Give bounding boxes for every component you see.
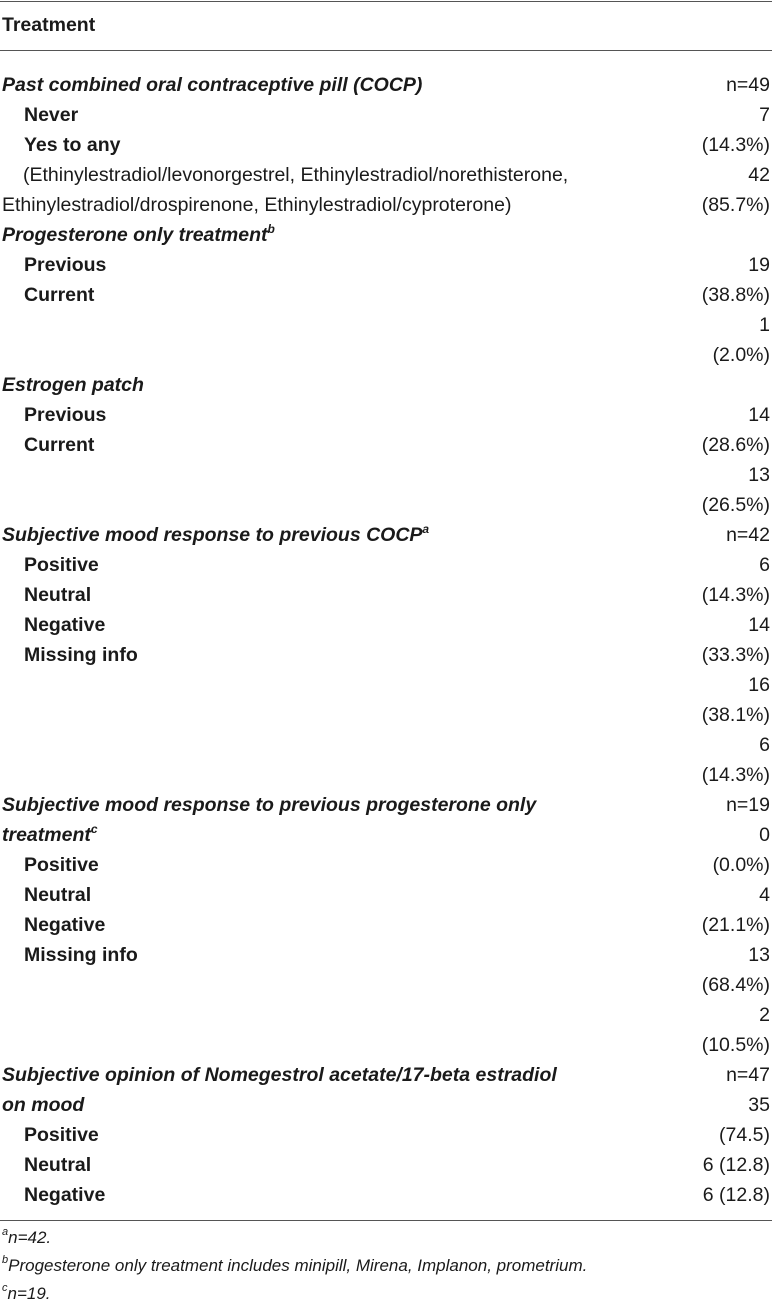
table-row	[0, 880, 772, 910]
table-row	[0, 790, 772, 820]
row-label-text: Never	[24, 104, 79, 126]
column-header-treatment: Treatment	[2, 14, 96, 36]
table-row	[0, 1060, 772, 1090]
row-label-text: Positive	[24, 854, 99, 876]
table-row	[0, 340, 772, 370]
row-label	[24, 100, 78, 130]
row-label	[24, 610, 105, 640]
footnote-mark: c	[90, 821, 98, 836]
row-label	[24, 910, 105, 940]
row-label	[24, 130, 120, 160]
table-row	[0, 940, 772, 970]
table-row	[0, 370, 772, 400]
table-row	[0, 730, 772, 760]
row-value: (38.1%)	[701, 704, 770, 726]
footnote-mark: a	[2, 1226, 9, 1239]
row-value: 1	[759, 314, 770, 336]
row-label	[24, 940, 138, 970]
footnote-mark: b	[267, 221, 275, 236]
row-label-text: Current	[24, 284, 95, 306]
row-value: 19	[748, 254, 770, 276]
row-label-text: Negative	[24, 1184, 106, 1206]
row-value: (26.5%)	[701, 494, 770, 516]
row-label-text: Missing info	[24, 644, 138, 666]
row-label-text: Negative	[24, 614, 106, 636]
table-top-rule	[0, 1, 772, 2]
row-label-text: Neutral	[24, 1154, 92, 1176]
row-label-text: Previous	[24, 254, 107, 276]
row-label	[24, 250, 106, 280]
table-bottom-rule	[0, 1220, 772, 1221]
row-value: 35	[748, 1094, 770, 1116]
table-row	[0, 550, 772, 580]
table-row	[0, 100, 772, 130]
row-label-text: Missing info	[24, 944, 138, 966]
footnote-text: Progesterone only treatment includes minipill, Mirena, Implanon, prometrium.	[8, 1256, 588, 1275]
footnote-mark: a	[422, 521, 430, 536]
row-label	[24, 1120, 99, 1150]
table-row	[0, 220, 772, 250]
row-label	[24, 850, 99, 880]
row-label	[2, 790, 536, 820]
row-value: 14	[748, 404, 770, 426]
footnote-b	[2, 1256, 587, 1276]
row-label-text: Yes to any	[24, 134, 121, 156]
row-label	[2, 1060, 557, 1090]
row-value: 6 (12.8)	[702, 1154, 770, 1176]
row-label	[24, 400, 106, 430]
table-row	[0, 1030, 772, 1060]
row-value: (21.1%)	[701, 914, 770, 936]
footnote-c	[2, 1284, 51, 1304]
table-row	[0, 760, 772, 790]
table-row	[0, 1000, 772, 1030]
row-label	[24, 580, 91, 610]
row-value: 42	[748, 164, 770, 186]
row-label	[2, 1090, 84, 1120]
row-label	[24, 1150, 91, 1180]
row-label-text: Subjective mood response to previous COCP	[2, 524, 423, 546]
row-label-text: Negative	[24, 914, 106, 936]
row-value: 13	[748, 464, 770, 486]
row-label	[2, 70, 422, 100]
table-row	[0, 1180, 772, 1210]
footnote-a	[2, 1228, 51, 1248]
row-label-text: Progesterone only treatment	[2, 224, 268, 246]
row-label	[24, 430, 94, 460]
row-label	[24, 280, 94, 310]
row-value: 6	[759, 734, 770, 756]
row-label-text: treatment	[2, 824, 91, 846]
table-row	[0, 280, 772, 310]
table-row	[0, 250, 772, 280]
row-label-text: Current	[24, 434, 95, 456]
row-value: (14.3%)	[701, 584, 770, 606]
row-label-text: Positive	[24, 554, 99, 576]
row-value: n=19	[726, 794, 770, 816]
row-value: (85.7%)	[701, 194, 770, 216]
table-row	[0, 460, 772, 490]
row-label-text: Positive	[24, 1124, 99, 1146]
footnote-mark: b	[2, 1254, 9, 1267]
table-row	[0, 910, 772, 940]
row-value: (28.6%)	[701, 434, 770, 456]
row-label	[24, 880, 91, 910]
table-row	[0, 970, 772, 1000]
table-row	[0, 610, 772, 640]
row-label-text: Neutral	[24, 584, 92, 606]
row-label-text: Subjective opinion of Nomegestrol acetate/17-beta estradiol	[2, 1064, 557, 1086]
header-rule	[0, 50, 772, 51]
row-label-text: Estrogen patch	[2, 374, 144, 396]
row-label	[24, 1180, 105, 1210]
table-row	[0, 820, 772, 850]
table-row	[0, 310, 772, 340]
row-label-text: Previous	[24, 404, 107, 426]
row-value: (10.5%)	[701, 1034, 770, 1056]
row-value: 6	[759, 554, 770, 576]
row-label-text: Past combined oral contraceptive pill (COCP)	[2, 74, 423, 96]
row-label-text: Neutral	[24, 884, 92, 906]
row-value: 13	[748, 944, 770, 966]
row-value: (68.4%)	[701, 974, 770, 996]
footnote-text: n=42.	[8, 1228, 52, 1247]
table-row	[0, 70, 772, 100]
row-label	[23, 160, 568, 190]
table-row	[0, 520, 772, 550]
row-label	[24, 640, 138, 670]
row-value: 7	[759, 104, 770, 126]
row-value: (0.0%)	[712, 854, 770, 876]
row-label	[2, 220, 275, 250]
row-value: 6 (12.8)	[702, 1184, 770, 1206]
row-label	[24, 550, 99, 580]
row-label	[2, 820, 98, 850]
row-value: n=47	[726, 1064, 770, 1086]
row-label-text: (Ethinylestradiol/levonorgestrel, Ethinylestradiol/norethisterone,	[23, 164, 569, 186]
table-body	[0, 70, 772, 1210]
table-row	[0, 640, 772, 670]
row-value: (74.5)	[719, 1124, 770, 1146]
row-label-text: Ethinylestradiol/drospirenone, Ethinylestradiol/cyproterone)	[2, 194, 512, 216]
table-row	[0, 430, 772, 460]
row-value: n=49	[726, 74, 770, 96]
footnote-mark: c	[2, 1282, 8, 1295]
row-value: 2	[759, 1004, 770, 1026]
footnote-text: n=19.	[7, 1284, 51, 1303]
table-row	[0, 700, 772, 730]
row-label-text: on mood	[2, 1094, 85, 1116]
row-value: 0	[759, 824, 770, 846]
table-row	[0, 190, 772, 220]
row-value: (33.3%)	[701, 644, 770, 666]
table-row	[0, 1090, 772, 1120]
row-value: 14	[748, 614, 770, 636]
row-value: (38.8%)	[701, 284, 770, 306]
table-row	[0, 490, 772, 520]
table-row	[0, 1120, 772, 1150]
row-label	[2, 520, 429, 550]
row-value: 4	[759, 884, 770, 906]
row-value: (14.3%)	[701, 764, 770, 786]
row-label-text: Subjective mood response to previous progesterone only	[2, 794, 537, 816]
table-row	[0, 400, 772, 430]
row-value: (14.3%)	[701, 134, 770, 156]
row-label	[2, 370, 144, 400]
row-value: (2.0%)	[712, 344, 770, 366]
table-row	[0, 670, 772, 700]
row-value: n=42	[726, 524, 770, 546]
table-row	[0, 130, 772, 160]
row-label	[2, 190, 511, 220]
table-row	[0, 1150, 772, 1180]
table-row	[0, 850, 772, 880]
table-row	[0, 580, 772, 610]
table-row	[0, 160, 772, 190]
row-value: 16	[748, 674, 770, 696]
